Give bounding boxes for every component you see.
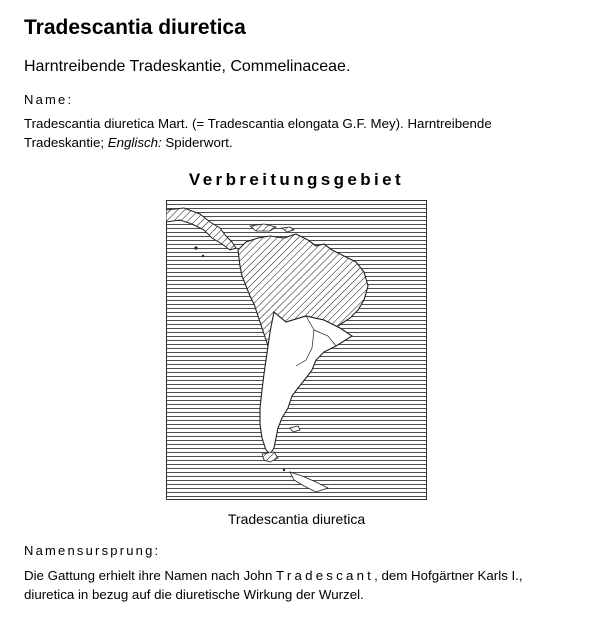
origin-text-part-b: , dem Hofgärtner Karls I., diuretica in bezug auf die diuretische Wirkung der Wurzel. xyxy=(24,568,523,602)
island-dot xyxy=(283,469,285,471)
name-text-part-b: Spiderwort. xyxy=(161,135,233,150)
distribution-map xyxy=(166,200,427,500)
origin-text-part-a: Die Gattung erhielt ihre Namen nach John xyxy=(24,568,277,583)
page-title: Tradescantia diuretica xyxy=(24,16,246,39)
page-subtitle: Harntreibende Tradeskantie, Commelinaceae. xyxy=(24,58,351,75)
map-caption: Tradescantia diuretica xyxy=(227,511,366,527)
origin-section-label: Namensursprung: xyxy=(24,543,161,558)
name-section-label: Name: xyxy=(24,92,74,107)
island-dot xyxy=(202,255,204,257)
origin-text-spaced-name: Tradescant xyxy=(276,568,375,583)
map-heading: Verbreitungsgebiet xyxy=(188,170,405,189)
distribution-map-svg xyxy=(166,200,427,500)
island-dot xyxy=(194,246,197,249)
name-section-text xyxy=(24,114,569,152)
name-text-part-a: Tradescantia diuretica Mart. (= Tradescantia elongata G.F. Mey). Harntreibende Tradeskantie; xyxy=(24,116,492,150)
origin-section-text xyxy=(24,566,569,604)
name-text-italic: Englisch: xyxy=(107,135,162,150)
